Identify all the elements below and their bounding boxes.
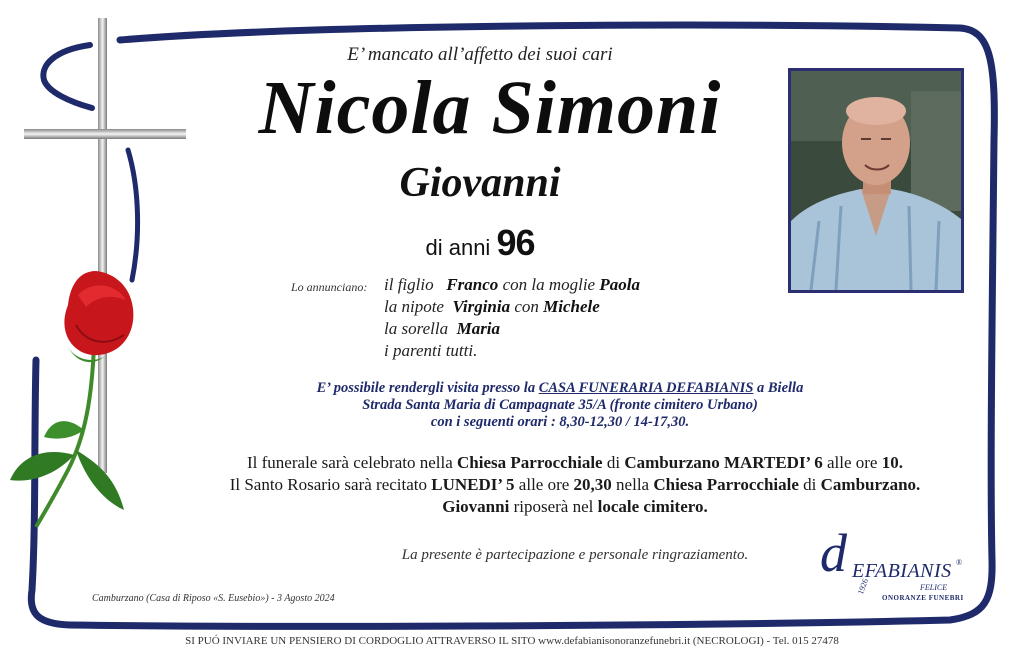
intro-text: E’ mancato all’affetto dei suoi cari <box>347 44 613 65</box>
family-name: Virginia <box>452 297 511 316</box>
family-relation: i parenti tutti. <box>384 341 478 360</box>
family-relation: il figlio <box>384 275 434 294</box>
rosary-line <box>150 474 1000 496</box>
logo-wordmark: EFABIANIS <box>852 560 952 582</box>
rosary-date: LUNEDI’ 5 <box>431 475 515 494</box>
burial-line <box>150 496 1000 518</box>
rose-icon <box>6 265 146 535</box>
funeral-info <box>150 452 1000 518</box>
place-date: Camburzano (Casa di Riposo «S. Eusebio») - 3 Agosto 2024 <box>92 593 335 604</box>
text: riposerà nel <box>513 497 594 516</box>
thanks-text: La presente è partecipazione e personale ringraziamento. <box>401 547 749 563</box>
family-row <box>384 318 640 340</box>
announce-label: Lo annunciano: <box>291 280 368 294</box>
text: Il Santo Rosario sarà recitato <box>229 475 428 494</box>
portrait-photo <box>788 68 964 293</box>
family-row <box>384 296 640 318</box>
defabianis-logo <box>820 522 970 612</box>
funeral-line <box>150 452 1000 474</box>
funeral-time: 10. <box>881 453 903 472</box>
visit-post: a Biella <box>757 380 804 396</box>
cemetery: locale cimitero. <box>597 497 708 516</box>
logo-initial: d <box>820 523 847 583</box>
family-partner: Michele <box>543 297 600 316</box>
visit-venue: CASA FUNERARIA DEFABIANIS <box>538 380 754 396</box>
town: Camburzano. <box>820 475 921 494</box>
visit-address: Strada Santa Maria di Campagnate 35/A (fronte cimitero Urbano) <box>362 397 758 413</box>
church: Chiesa Parrocchiale <box>653 475 799 494</box>
church: Chiesa Parrocchiale <box>457 453 603 472</box>
visit-hours: con i seguenti orari : 8,30-12,30 / 14-17,30. <box>430 414 690 430</box>
family-name: Maria <box>456 319 501 338</box>
middle-name: Giovanni <box>399 160 561 206</box>
family-row <box>384 340 640 362</box>
age-value: 96 <box>496 222 535 263</box>
age-line <box>380 222 580 264</box>
text: nella <box>616 475 650 494</box>
deceased-name: Nicola Simoni <box>258 66 722 150</box>
funeral-date: Camburzano MARTEDI’ 6 <box>624 453 823 472</box>
logo-year: 1926 <box>856 577 870 596</box>
rosary-time: 20,30 <box>573 475 612 494</box>
first-name: Giovanni <box>442 497 510 516</box>
family-row <box>384 274 640 296</box>
logo-felice: FELICE <box>920 583 948 592</box>
family-list <box>384 274 640 362</box>
visit-info <box>230 380 890 431</box>
text: di <box>606 453 621 472</box>
visit-pre: E’ possibile rendergli visita presso la <box>316 380 536 396</box>
family-relation: la nipote <box>384 297 444 316</box>
text: alle ore <box>518 475 570 494</box>
footer-note: SI PUÓ INVIARE UN PENSIERO DI CORDOGLIO ATTRAVERSO IL SITO www.defabianisonoranzefunebri.it (NECROLOGI) - Tel. 015 27478 <box>185 635 839 647</box>
text: Il funerale sarà celebrato nella <box>247 453 453 472</box>
logo-registered: ® <box>956 558 963 567</box>
family-partner: Paola <box>599 275 640 294</box>
text: alle ore <box>826 453 878 472</box>
family-relation: la sorella <box>384 319 449 338</box>
age-prefix: di anni <box>425 235 491 260</box>
family-conj: con <box>514 297 539 316</box>
text: di <box>803 475 817 494</box>
family-name: Franco <box>446 275 499 294</box>
logo-tagline: ONORANZE FUNEBRI <box>882 594 964 602</box>
family-conj: con la moglie <box>502 275 596 294</box>
